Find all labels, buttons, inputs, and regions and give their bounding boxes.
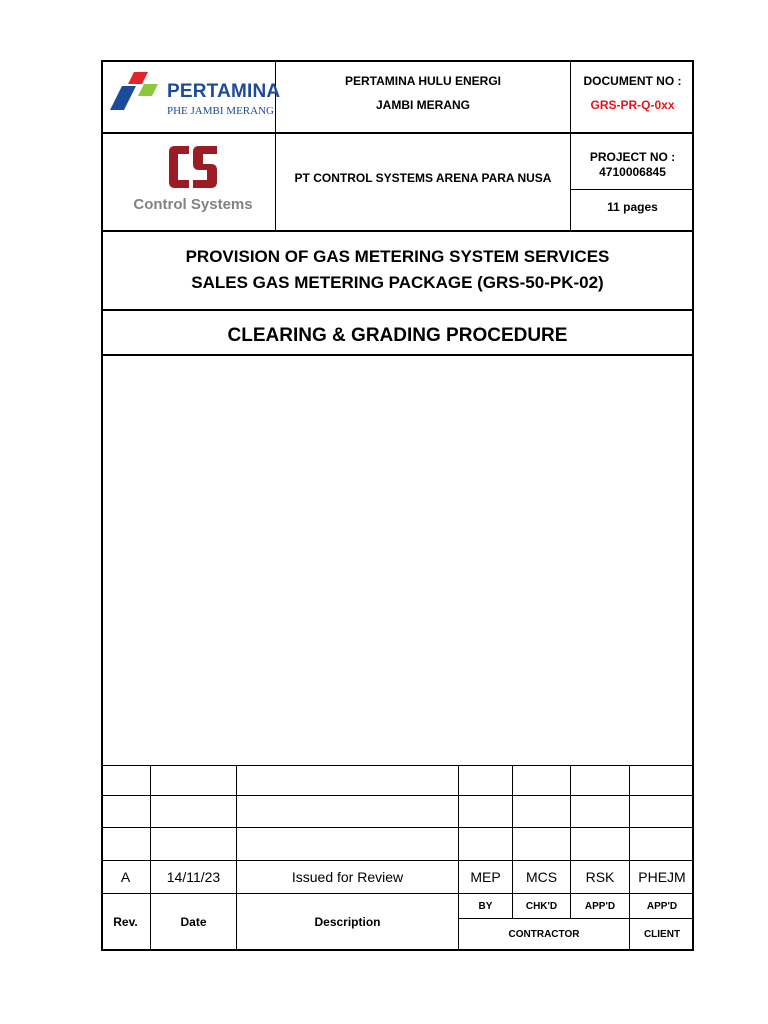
divider <box>101 795 694 796</box>
client-name-line1: PERTAMINA HULU ENERGI <box>345 74 501 88</box>
contractor-name: PT CONTROL SYSTEMS ARENA PARA NUSA <box>294 171 552 185</box>
divider <box>101 132 694 134</box>
divider <box>101 230 694 232</box>
divider <box>570 189 694 190</box>
description-cell: Issued for Review <box>291 869 404 885</box>
pertamina-emblem-icon <box>108 70 164 114</box>
chkd-cell: MCS <box>525 869 558 885</box>
chkd-header: CHK'D <box>525 900 558 912</box>
project-no-value: 4710006845 <box>599 165 666 179</box>
page-count: 11 pages <box>607 200 658 214</box>
project-no-label: PROJECT NO : <box>589 150 676 164</box>
description-header: Description <box>314 915 381 929</box>
document-no-value: GRS-PR-Q-0xx <box>590 98 675 112</box>
pertamina-logo <box>108 70 281 122</box>
divider <box>101 309 694 311</box>
cs-emblem-icon <box>165 142 221 192</box>
divider <box>101 765 694 766</box>
client-appd-header: APP'D <box>646 900 678 912</box>
rev-header: Rev. <box>113 915 138 929</box>
client-header: CLIENT <box>643 929 681 940</box>
appd-cell: RSK <box>585 869 615 885</box>
pertamina-logo-subtext: PHE JAMBI MERANG <box>167 105 274 117</box>
control-systems-logo <box>118 142 268 218</box>
appd-header: APP'D <box>584 900 616 912</box>
rev-cell: A <box>120 869 131 885</box>
divider <box>101 354 694 356</box>
by-header: BY <box>478 900 493 912</box>
date-header: Date <box>180 915 207 929</box>
divider <box>101 827 694 828</box>
control-systems-logo-text: Control Systems <box>133 196 253 213</box>
pertamina-logo-text: PERTAMINA <box>167 81 281 102</box>
date-cell: 14/11/23 <box>166 869 221 885</box>
document-no-label: DOCUMENT NO : <box>583 74 682 88</box>
title-line2: SALES GAS METERING PACKAGE (GRS-50-PK-02) <box>191 273 604 292</box>
client-name-line2: JAMBI MERANG <box>375 98 470 112</box>
procedure-title: CLEARING & GRADING PROCEDURE <box>227 325 568 346</box>
contractor-header: CONTRACTOR <box>508 929 580 940</box>
client-appd-cell: PHEJM <box>638 869 686 885</box>
title-line1: PROVISION OF GAS METERING SYSTEM SERVICES <box>185 247 610 266</box>
by-cell: MEP <box>470 869 501 885</box>
